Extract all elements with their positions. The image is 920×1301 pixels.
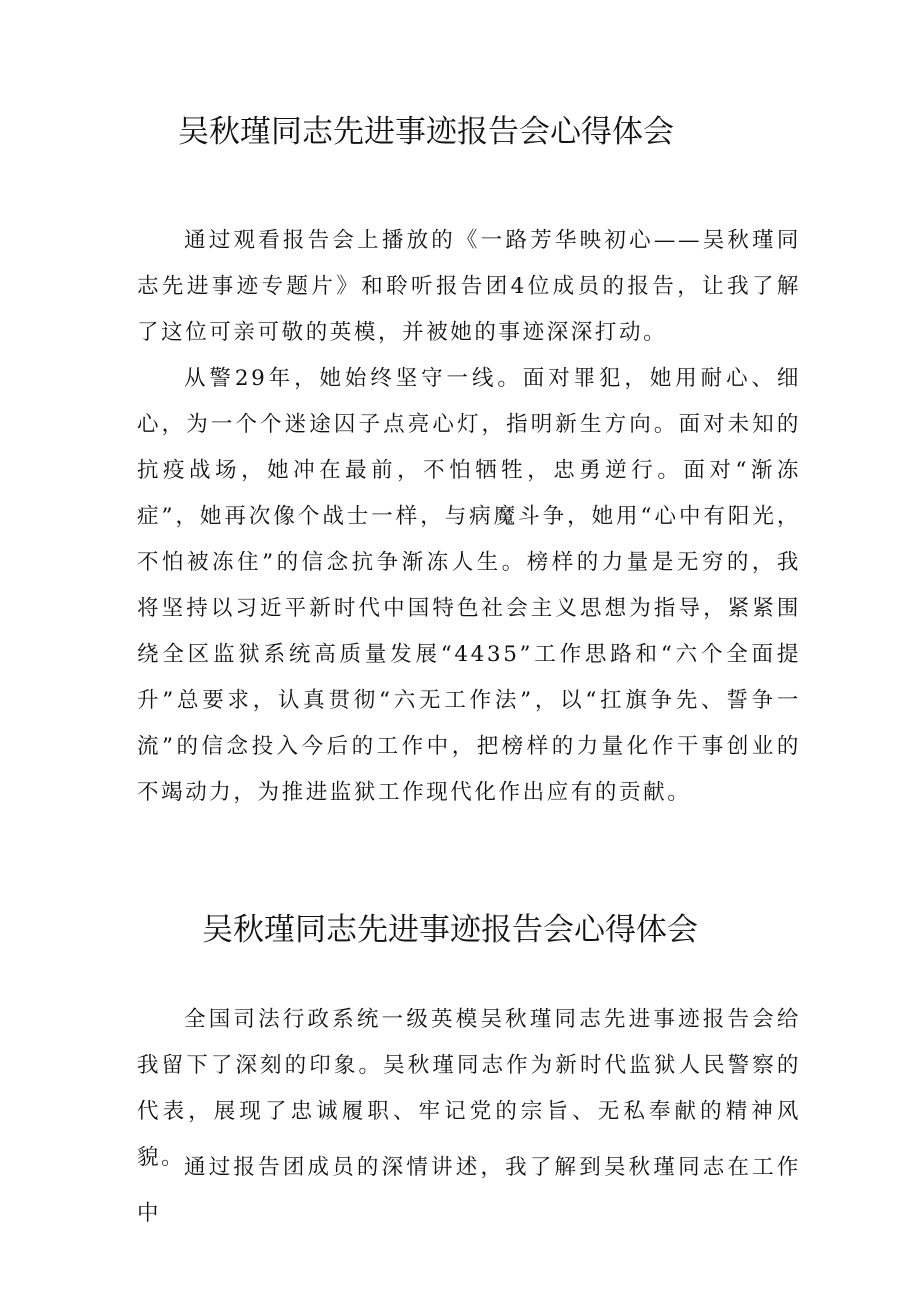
article-1-paragraph-1: 通过观看报告会上播放的《一路芳华映初心——吴秋瑾同志先进事迹专题片》和聆听报告团4位成员的报告，让我了解了这位可亲可敬的英模，并被她的事迹深深打动。 xyxy=(137,228,801,345)
article-2-paragraph-2: 通过报告团成员的深情讲述，我了解到吴秋瑾同志在工作中 xyxy=(137,1155,801,1226)
article-1-title: 吴秋瑾同志先进事迹报告会心得体会 xyxy=(178,114,674,150)
article-2-paragraph-1: 全国司法行政系统一级英模吴秋瑾同志先进事迹报告会给我留下了深刻的印象。吴秋瑾同志作为新时代监狱人民警察的代表，展现了忠诚履职、牢记党的宗旨、无私奉献的精神风貌。 xyxy=(137,1007,801,1170)
article-2-title: 吴秋瑾同志先进事迹报告会心得体会 xyxy=(202,912,698,948)
article-1-paragraph-2: 从警29年，她始终坚守一线。面对罪犯，她用耐心、细心，为一个个迷途囚子点亮心灯，指明新生方向。面对未知的抗疫战场，她冲在最前，不怕牺牲，忠勇逆行。面对“渐冻症”，她再次像个战士一样，与病魔斗争，她用“心中有阳光，不怕被冻住”的信念抗争渐冻人生。榜样的力量是无穷的，我将坚持以习近平新时代中国特色社会主义思想为指导，紧紧围绕全区监狱系统高质量发展“4435”工作思路和“六个全面提升”总要求，认真贯彻“六无工作法”，以“扛旗争先、誓争一流”的信念投入今后的工作中，把榜样的力量化作干事创业的不竭动力，为推进监狱工作现代化作出应有的贡献。 xyxy=(137,366,801,805)
